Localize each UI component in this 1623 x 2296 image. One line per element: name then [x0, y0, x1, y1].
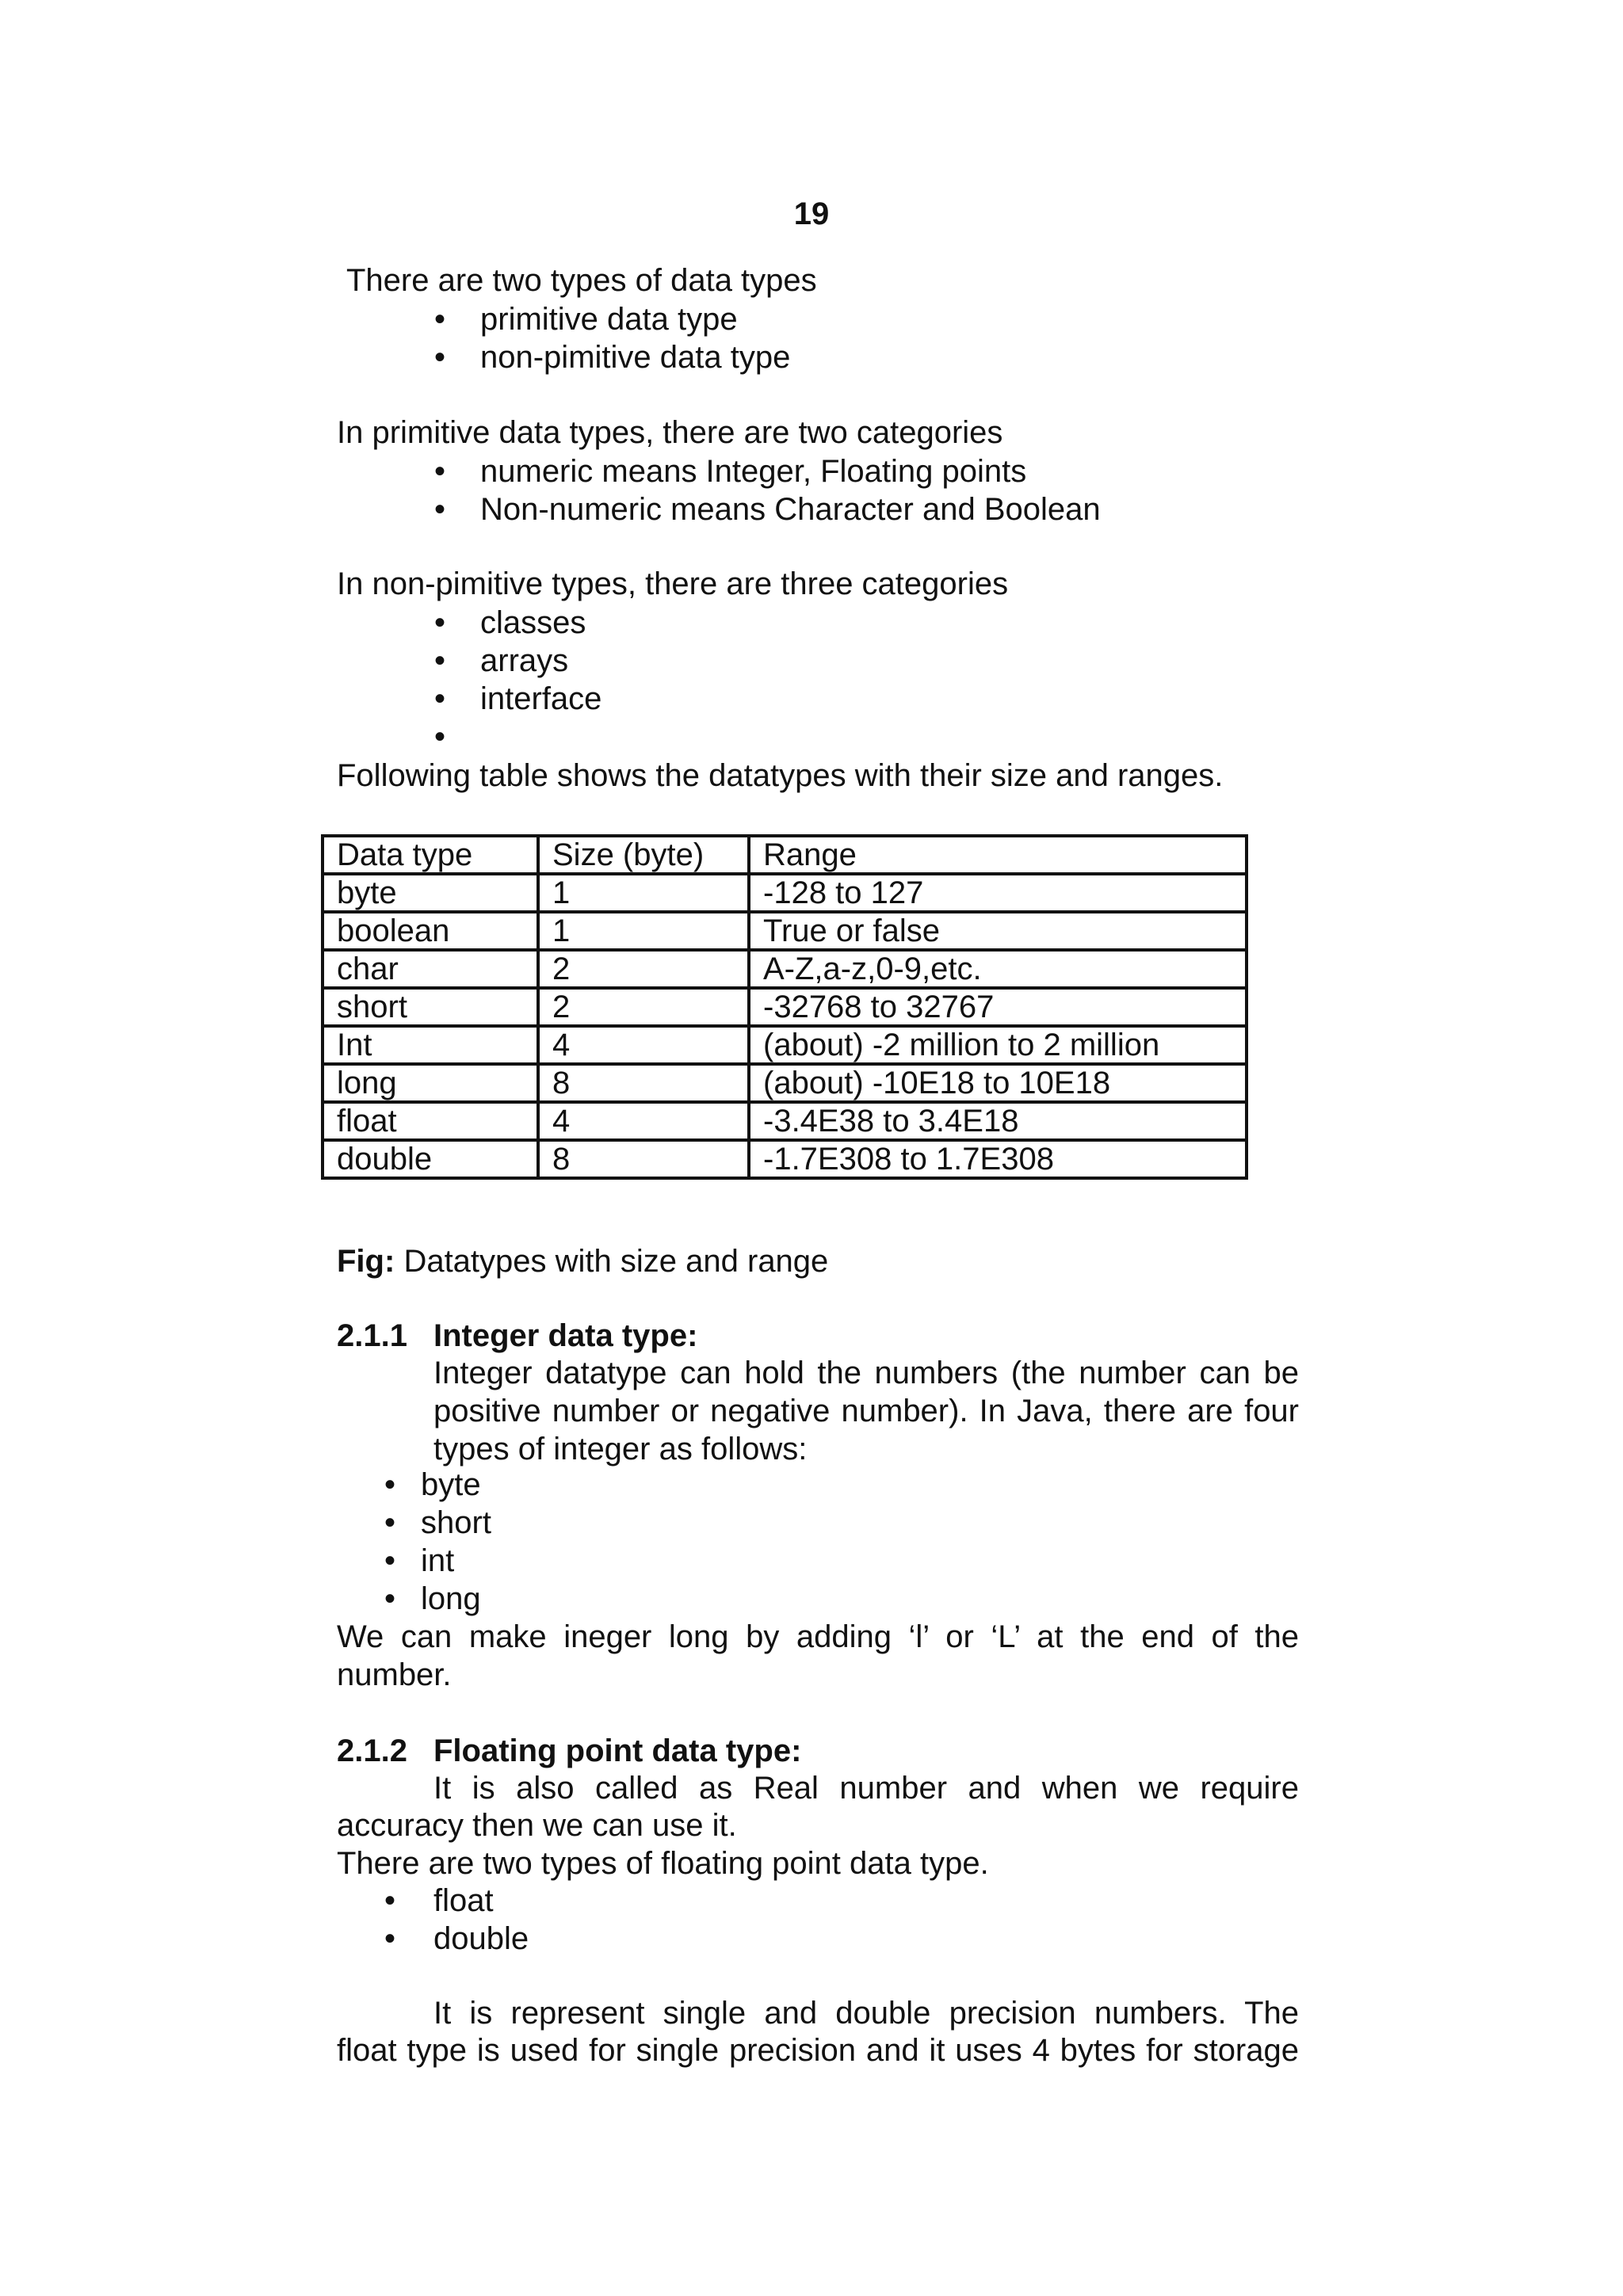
table-cell: (about) -10E18 to 10E18: [749, 1064, 1247, 1102]
bullet-icon: •: [384, 1543, 396, 1578]
table-row: [323, 1102, 1247, 1140]
paragraph-line: It is also called as Real number and when we require: [433, 1771, 1299, 1806]
intro-bullets: [434, 300, 910, 376]
section-2-paragraph-first: [433, 1769, 1299, 1807]
bullet-icon: •: [434, 340, 446, 375]
section-heading-2-1-2: [337, 1732, 1304, 1770]
list-item: • float: [384, 1883, 494, 1918]
table-cell: Int: [323, 1026, 538, 1064]
table-cell: 4: [538, 1102, 749, 1140]
table-cell: boolean: [323, 912, 538, 950]
list-item: • interface: [434, 681, 602, 716]
list-item: • long: [384, 1581, 481, 1616]
table-row: [323, 988, 1247, 1026]
bullet-icon: •: [384, 1581, 396, 1616]
section-2-paragraph-cont: [337, 1806, 989, 1882]
table-cell: 2: [538, 950, 749, 988]
primitive-line: In primitive data types, there are two categories: [337, 415, 1003, 450]
list-item: • primitive data type: [434, 302, 738, 337]
section-1-paragraph: [433, 1354, 1299, 1468]
paragraph-line: float type is used for single precision and it uses 4 bytes for storage: [337, 2033, 1299, 2068]
table-cell: 8: [538, 1140, 749, 1178]
list-item: • double: [384, 1921, 529, 1956]
page-number: 19: [793, 196, 830, 231]
table-row: [323, 1064, 1247, 1102]
table-cell: byte: [323, 874, 538, 912]
table-cell: A-Z,a-z,0-9,etc.: [749, 950, 1247, 988]
table-row: [323, 950, 1247, 988]
primitive-bullets: [434, 452, 1148, 528]
table-row: [323, 1026, 1247, 1064]
bullet-icon: •: [434, 454, 446, 489]
section-title: Floating point data type:: [433, 1733, 802, 1768]
table-cell: -1.7E308 to 1.7E308: [749, 1140, 1247, 1178]
section-2-bullets: [384, 1882, 860, 1958]
table-cell: long: [323, 1064, 538, 1102]
paragraph-line: number.: [337, 1657, 452, 1692]
table-header: Range: [749, 836, 1247, 874]
non-primitive-line: In non-pimitive types, there are three categories: [337, 566, 1009, 601]
list-item: [434, 718, 910, 756]
datatypes-table: [321, 834, 1248, 1180]
section-1-bullets: [384, 1466, 860, 1618]
caption-text: Datatypes with size and range: [403, 1244, 829, 1279]
table-cell: 1: [538, 912, 749, 950]
section-number: 2.1.1: [337, 1318, 407, 1353]
paragraph-line: positive number or negative number). In Java, there are four: [433, 1394, 1299, 1428]
table-cell: double: [323, 1140, 538, 1178]
bullet-icon: •: [434, 492, 446, 527]
table-cell: -3.4E38 to 3.4E18: [749, 1102, 1247, 1140]
bullet-icon: •: [384, 1467, 396, 1502]
paragraph-line: We can make ineger long by adding ‘l’ or ‘L’ at the end of the: [337, 1619, 1299, 1654]
primitive-block: [337, 414, 1002, 452]
bullet-icon: •: [434, 681, 446, 716]
paragraph-line: accuracy then we can use it.: [337, 1808, 737, 1843]
bullet-icon: •: [384, 1921, 396, 1956]
table-cell: 8: [538, 1064, 749, 1102]
list-item: • non-pimitive data type: [434, 340, 791, 375]
table-cell: char: [323, 950, 538, 988]
non-primitive-bullets: [434, 604, 910, 756]
table-row: [323, 874, 1247, 912]
list-item: • byte: [384, 1467, 481, 1502]
bullet-icon: •: [384, 1505, 396, 1540]
non-primitive-block: [337, 565, 1008, 603]
list-item: • Non-numeric means Character and Boolean: [434, 492, 1101, 527]
table-cell: (about) -2 million to 2 million: [749, 1026, 1247, 1064]
figure-caption: [337, 1242, 828, 1280]
paragraph-line: It is represent single and double precision numbers. The: [433, 1996, 1299, 2031]
table-cell: 4: [538, 1026, 749, 1064]
table-cell: 1: [538, 874, 749, 912]
table-row: [323, 912, 1247, 950]
bullet-icon: •: [434, 302, 446, 337]
table-intro: Following table shows the datatypes with their size and ranges.: [337, 758, 1224, 793]
types-line: There are two types of floating point data type.: [337, 1846, 989, 1881]
section-1-after: [337, 1618, 1299, 1694]
table-cell: float: [323, 1102, 538, 1140]
table-header: Size (byte): [538, 836, 749, 874]
table-cell: -32768 to 32767: [749, 988, 1247, 1026]
table-row: [323, 1140, 1247, 1178]
list-item: • numeric means Integer, Floating points: [434, 454, 1027, 489]
section-number: 2.1.2: [337, 1733, 407, 1768]
table-header: Data type: [323, 836, 538, 874]
list-item: • classes: [434, 605, 586, 640]
table-cell: short: [323, 988, 538, 1026]
section-title: Integer data type:: [433, 1318, 698, 1353]
caption-label: Fig:: [337, 1244, 395, 1279]
bullet-icon: •: [434, 719, 446, 754]
section-heading-2-1-1: [337, 1317, 1304, 1355]
paragraph-line: Integer datatype can hold the numbers (the number can be: [433, 1356, 1299, 1390]
table-cell: True or false: [749, 912, 1247, 950]
table-cell: -128 to 127: [749, 874, 1247, 912]
bullet-icon: •: [434, 605, 446, 640]
section-2-final-cont: [337, 2031, 1299, 2069]
intro-line: There are two types of data types: [346, 263, 817, 298]
table-cell: 2: [538, 988, 749, 1026]
paragraph-line: types of integer as follows:: [433, 1432, 808, 1466]
section-2-final-first: [433, 1994, 1299, 2032]
list-item: • int: [384, 1543, 455, 1578]
intro-block: [346, 261, 817, 299]
list-item: • arrays: [434, 643, 569, 678]
list-item: • short: [384, 1505, 491, 1540]
bullet-icon: •: [434, 643, 446, 678]
bullet-icon: •: [384, 1883, 396, 1918]
table-header-row: [323, 836, 1247, 874]
